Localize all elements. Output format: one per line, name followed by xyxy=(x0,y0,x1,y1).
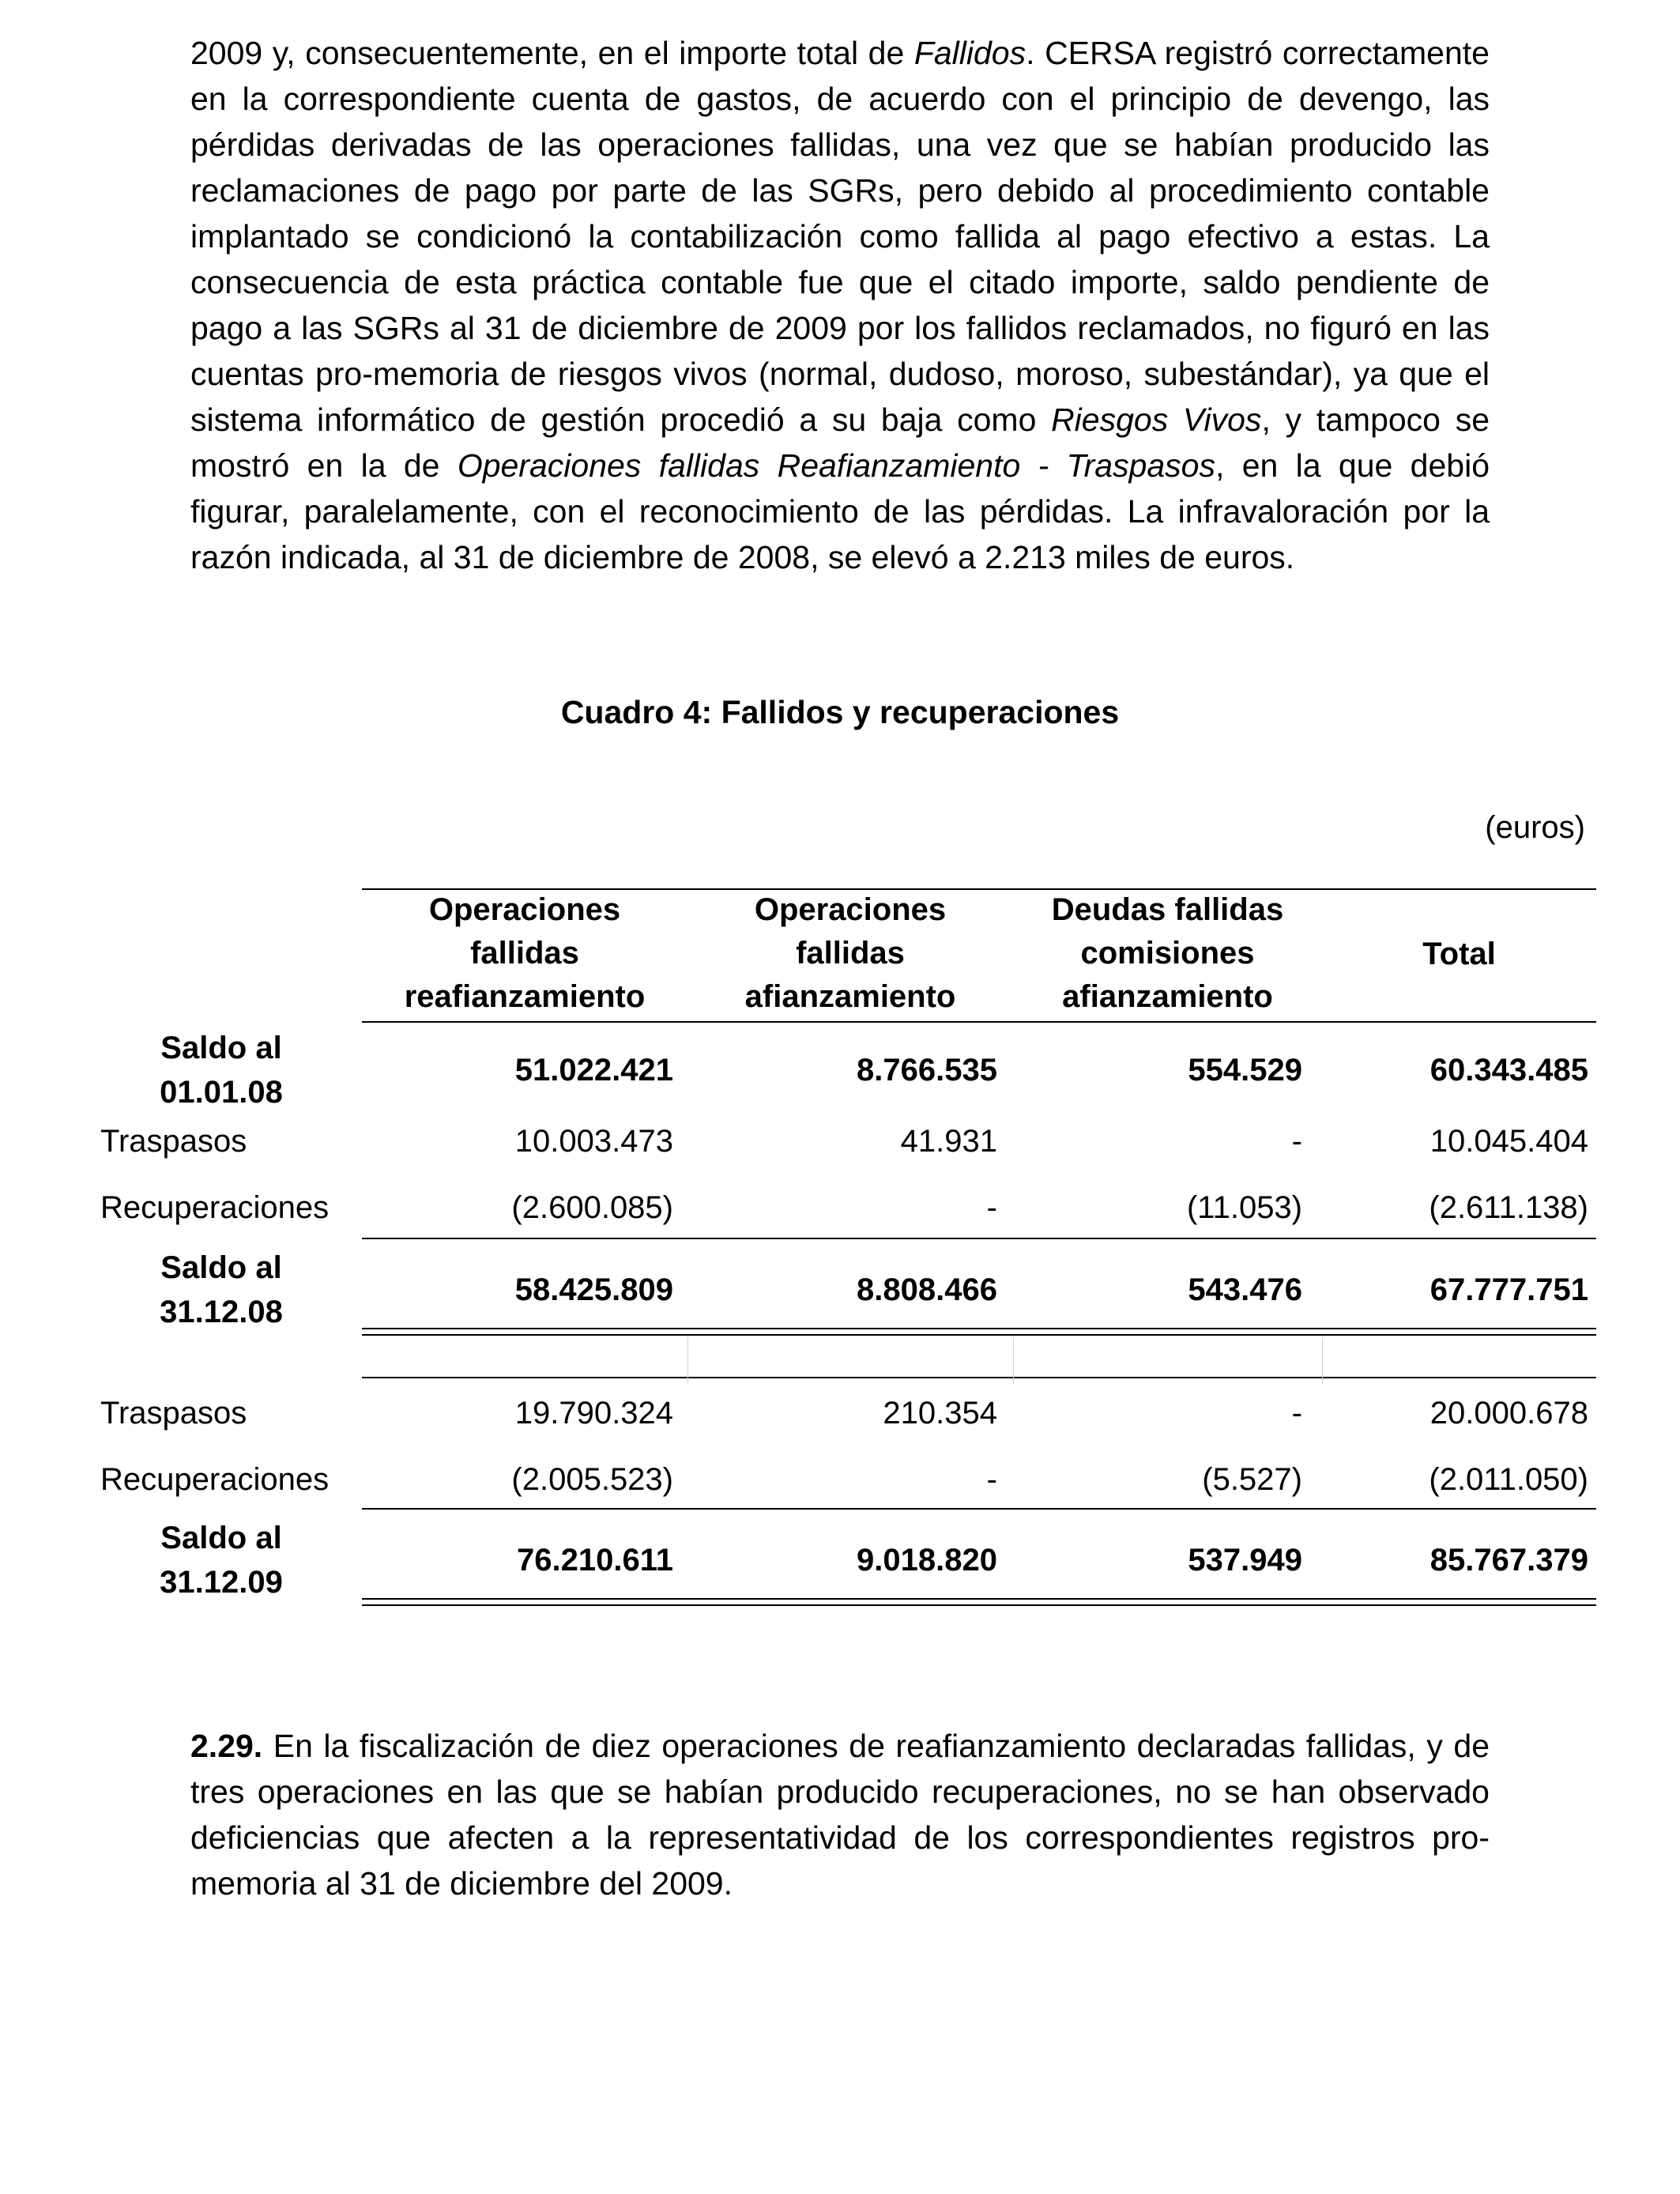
table-cell: 8.766.535 xyxy=(857,1053,997,1088)
table-cell: 60.343.485 xyxy=(1430,1053,1588,1088)
table-cell: (2.011.050) xyxy=(1429,1462,1588,1497)
table-title: Cuadro 4: Fallidos y recuperaciones xyxy=(560,694,1120,730)
table-cell: 554.529 xyxy=(1188,1053,1302,1088)
row-label-saldo xyxy=(126,1246,316,1334)
row-label xyxy=(100,1391,247,1435)
table-cell: 19.790.324 xyxy=(514,1396,673,1431)
row-label-line: Recuperaciones xyxy=(100,1190,330,1225)
column-header-line: afianzamiento xyxy=(744,979,956,1014)
row-label-line: 01.01.08 xyxy=(160,1075,283,1110)
table-cell: 210.354 xyxy=(883,1396,997,1431)
column-header-line: Deudas fallidas xyxy=(1051,892,1284,927)
row-label xyxy=(100,1186,329,1230)
table-cell: - xyxy=(986,1190,997,1225)
table-cell: - xyxy=(1291,1396,1302,1431)
row-label-line: Saldo al xyxy=(160,1521,282,1555)
column-header xyxy=(687,888,1013,1019)
column-header-line: Operaciones xyxy=(428,892,621,927)
column-header-line: comisiones xyxy=(1080,936,1255,971)
row-label-line: 31.12.09 xyxy=(160,1565,283,1600)
column-separator xyxy=(1013,1337,1014,1383)
table-unit: (euros) xyxy=(1485,810,1585,845)
double-rule-2009 xyxy=(362,1598,1596,1606)
table-cell: - xyxy=(1291,1124,1302,1159)
row-label-line: 31.12.08 xyxy=(160,1295,283,1329)
table-cell: 51.022.421 xyxy=(514,1053,673,1088)
double-rule-2008 xyxy=(362,1328,1596,1336)
table-cell: - xyxy=(986,1462,997,1497)
row-label-saldo xyxy=(126,1026,316,1114)
table-cell: 10.003.473 xyxy=(514,1124,673,1159)
table-cell: 10.045.404 xyxy=(1430,1124,1588,1159)
column-header-line: Total xyxy=(1422,937,1496,971)
table-cell: 67.777.751 xyxy=(1430,1272,1588,1307)
intro-paragraph: 2009 y, consecuentemente, en el importe total de Fallidos. CERSA registró correctamente en la correspondiente cuenta de gastos, de acuerdo con el principio de devengo, las pérdidas derivadas de las operaciones fallidas, una vez que se habían producido las reclamaciones de pago por parte de las SGRs, pero debido al procedimiento contable implantado se condicionó la contabilización como fallida al pago efectivo a estas. La consecuencia de esta práctica contable fue que el citado importe, saldo pendiente de pago a las SGRs al 31 de diciembre de 2009 por los fallidos reclamados, no figuró en las cuentas pro-memoria de riesgos vivos (normal, dudoso, moroso, subestándar), ya que el sistema informático de gestión procedió a su baja como Riesgos Vivos, y tampoco se mostró en la de Operaciones fallidas Reafianzamiento - Traspasos, en la que debió figurar, paralelamente, con el reconocimiento de las pérdidas. La infravaloración por la razón indicada, al 31 de diciembre de 2008, se elevó a 2.213 miles de euros. xyxy=(190,35,1490,575)
table-cell: (2.611.138) xyxy=(1429,1190,1588,1225)
row-label-line: Saldo al xyxy=(160,1250,282,1285)
header-bottom-rule xyxy=(362,1021,1596,1023)
table-cell: (11.053) xyxy=(1186,1190,1302,1225)
row-label-line: Recuperaciones xyxy=(100,1462,330,1497)
column-header xyxy=(362,888,687,1019)
table-cell: 8.808.466 xyxy=(857,1272,997,1307)
column-header-line: fallidas xyxy=(470,936,579,971)
table-cell: 9.018.820 xyxy=(857,1543,997,1578)
table-cell: 58.425.809 xyxy=(514,1272,673,1307)
column-header-line: Operaciones xyxy=(754,892,947,927)
table-cell: 537.949 xyxy=(1188,1543,1302,1578)
column-separator xyxy=(1322,1337,1323,1383)
table-cell: 543.476 xyxy=(1188,1272,1302,1307)
table-cell: 76.210.611 xyxy=(517,1543,673,1578)
section-2-29-paragraph: 2.29. En la fiscalización de diez operaciones de reafianzamiento declaradas fallidas, y de tres operaciones en las que se habían producido recuperaciones, no se han observado deficiencias que afecten a la representatividad de los correspondientes registros pro-memoria al 31 de diciembre del 2009. xyxy=(190,1728,1490,1902)
subtotal-rule-2008 xyxy=(362,1238,1596,1239)
table-cell: 20.000.678 xyxy=(1430,1396,1588,1431)
column-separator xyxy=(687,1337,688,1383)
row-label xyxy=(100,1457,329,1502)
row-label-line: Saldo al xyxy=(160,1031,282,1065)
table-cell: (2.600.085) xyxy=(511,1190,673,1225)
column-header xyxy=(1013,888,1322,1019)
row-label-line: Traspasos xyxy=(100,1396,247,1431)
column-header-line: reafianzamiento xyxy=(404,979,646,1014)
subtotal-rule-2009 xyxy=(362,1508,1596,1510)
table-cell: 41.931 xyxy=(900,1124,997,1159)
column-header-line: fallidas xyxy=(796,936,905,971)
table-cell: (5.527) xyxy=(1202,1462,1302,1497)
row-label-saldo xyxy=(126,1516,316,1604)
row-label-line: Traspasos xyxy=(100,1124,247,1159)
table-cell: 85.767.379 xyxy=(1430,1543,1588,1578)
column-header-line: afianzamiento xyxy=(1062,979,1273,1014)
section-rule-2009 xyxy=(362,1377,1596,1378)
section-number: 2.29. xyxy=(190,1728,263,1764)
row-label xyxy=(100,1119,247,1163)
table-cell: (2.005.523) xyxy=(511,1462,673,1497)
column-header xyxy=(1322,933,1596,976)
